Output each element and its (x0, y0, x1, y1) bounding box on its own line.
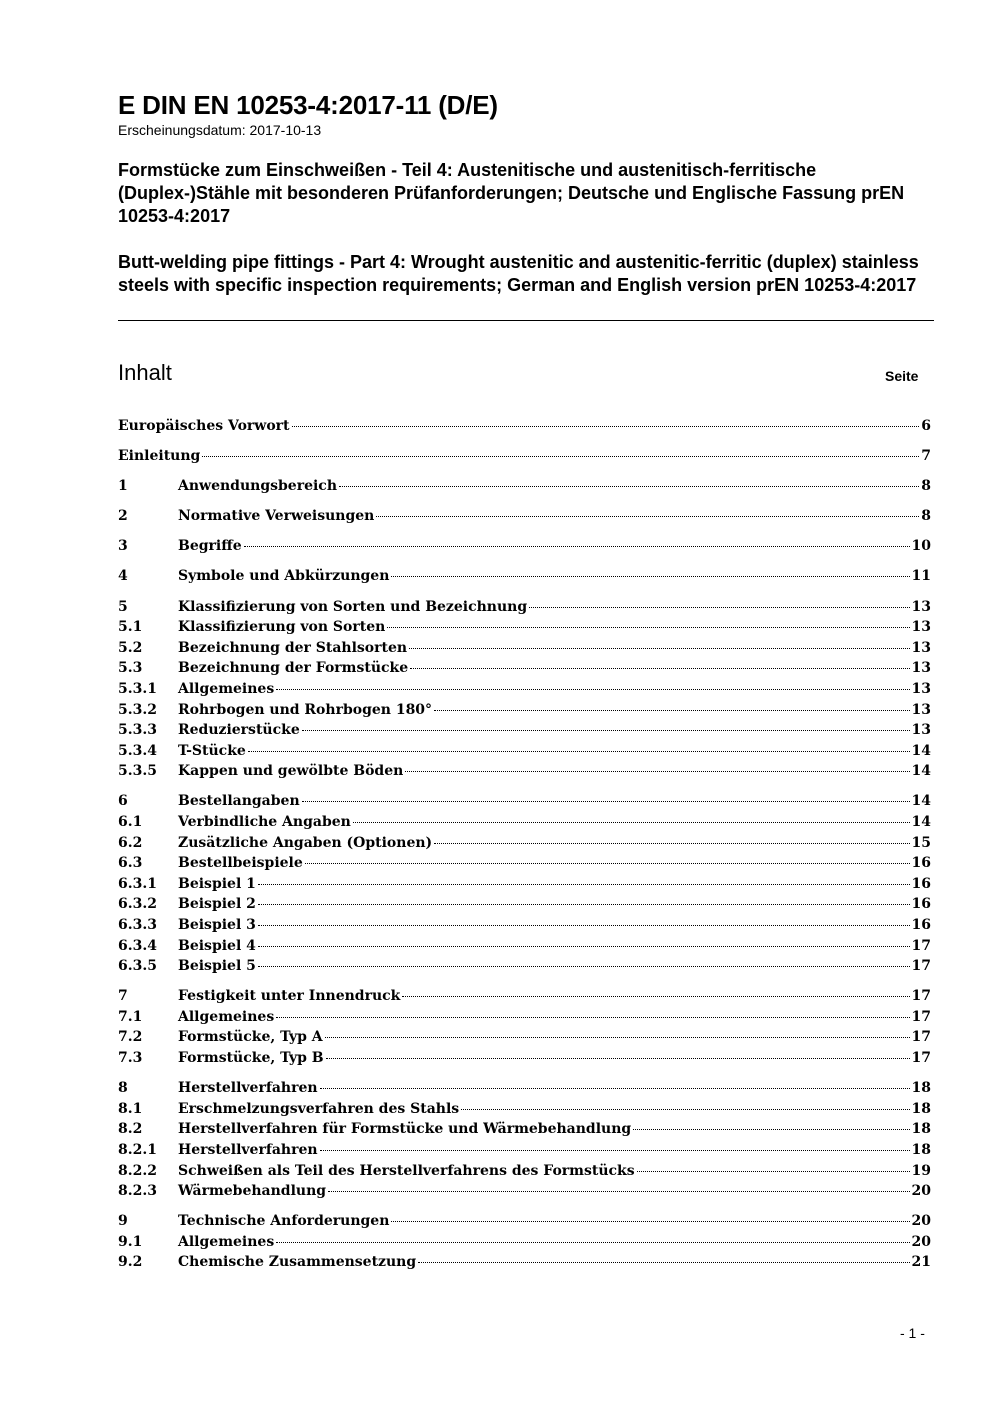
toc-entry-number: 7 (118, 988, 128, 1005)
toc-entry-page: 15 (911, 834, 931, 851)
toc-entry-title: Begriffe (178, 538, 242, 555)
toc-entry-page: 20 (911, 1233, 931, 1250)
toc-dot-leader (418, 1262, 909, 1263)
toc-entry-number: 5.2 (118, 639, 143, 656)
toc-dot-leader (258, 946, 910, 947)
toc-dot-leader (387, 627, 909, 628)
toc-entry-title: Allgemeines (178, 680, 275, 697)
toc-entry-page: 7 (921, 448, 931, 465)
toc-dot-leader (305, 863, 910, 864)
toc-entry-page: 11 (911, 568, 931, 585)
page-number: - 1 - (900, 1325, 925, 1341)
toc-entry-number: 5.3.5 (118, 763, 157, 780)
toc-entry-page: 13 (911, 660, 931, 677)
toc-entry-number: 6.3.1 (118, 875, 157, 892)
toc-entry[interactable] (118, 416, 931, 437)
toc-entry-page: 18 (911, 1141, 931, 1158)
toc-entry[interactable] (118, 853, 931, 874)
toc-entry-page: 13 (911, 619, 931, 636)
toc-entry-title: Schweißen als Teil des Herstellverfahrens des Formstücks (178, 1162, 635, 1179)
toc-entry-number: 5 (118, 598, 128, 615)
title-german: Formstücke zum Einschweißen - Teil 4: Austenitische und austenitisch-ferritische (Duplex-)Stähle mit besonderen Prüfanforderungen; Deutsche und Englische Fassung prEN 10253-4:2017 (118, 160, 905, 226)
toc-entry-page: 20 (911, 1213, 931, 1230)
title-english: Butt-welding pipe fittings - Part 4: Wrought austenitic and austenitic-ferritic (duplex) stainless steels with specific inspection requirements; German and English version prEN 10253-4:2017 (118, 252, 919, 295)
toc-entry[interactable] (118, 812, 931, 833)
toc-entry-number: 6.3.4 (118, 937, 157, 954)
toc-entry[interactable] (118, 1211, 931, 1232)
toc-entry-number: 6.3 (118, 855, 143, 872)
toc-entry-title: Bezeichnung der Stahlsorten (178, 639, 408, 656)
toc-entry-title: Kappen und gewölbte Böden (178, 763, 404, 780)
document-id: E DIN EN 10253-4:2017-11 (D/E) (118, 90, 498, 120)
toc-entry[interactable] (118, 679, 931, 700)
toc-entry-number: 5.3.3 (118, 722, 157, 739)
toc-entry[interactable] (118, 1161, 931, 1182)
toc-dot-leader (461, 1109, 909, 1110)
toc-dot-leader (276, 1017, 909, 1018)
toc-entry-page: 14 (911, 763, 931, 780)
toc-entry-number: 8.2.2 (118, 1162, 157, 1179)
toc-entry-page: 10 (911, 538, 931, 555)
toc-entry-number: 5.3.1 (118, 680, 157, 697)
toc-entry-page: 16 (911, 855, 931, 872)
toc-dot-leader (402, 996, 909, 997)
toc-entry[interactable] (118, 956, 931, 977)
toc-entry-page: 6 (921, 418, 931, 434)
toc-page-column-label: Seite (885, 368, 919, 384)
toc-entry-title: Festigkeit unter Innendruck (178, 988, 401, 1005)
toc-entry[interactable] (118, 761, 931, 782)
toc-entry-title: Klassifizierung von Sorten (178, 619, 386, 636)
toc-entry-title: Klassifizierung von Sorten und Bezeichnung (178, 598, 528, 615)
toc-dot-leader (258, 925, 910, 926)
toc-entry[interactable] (118, 1232, 931, 1253)
toc-entry-title: Symbole und Abkürzungen (178, 568, 390, 585)
toc-entry-page: 14 (911, 793, 931, 810)
toc-entry-page: 13 (911, 701, 931, 718)
toc-entry-title: Europäisches Vorwort (118, 418, 290, 434)
toc-dot-leader (325, 1037, 910, 1038)
toc-entry-page: 8 (921, 478, 931, 495)
toc-entry[interactable] (118, 1048, 931, 1069)
toc-dot-leader (434, 710, 909, 711)
toc-entry-number: 6.3.3 (118, 916, 157, 933)
toc-entry[interactable] (118, 1099, 931, 1120)
toc-entry[interactable] (118, 986, 931, 1007)
toc-dot-leader (391, 1221, 909, 1222)
toc-entry-number: 6.3.2 (118, 896, 157, 913)
toc-entry-title: Einleitung (118, 448, 201, 465)
toc-dot-leader (258, 966, 910, 967)
table-of-contents (118, 416, 931, 1273)
toc-entry-title: Herstellverfahren für Formstücke und Wärmebehandlung (178, 1121, 632, 1138)
toc-entry[interactable] (118, 1027, 931, 1048)
toc-entry-page: 17 (911, 958, 931, 975)
toc-entry-title: Technische Anforderungen (178, 1213, 390, 1230)
toc-entry-page: 20 (911, 1183, 931, 1200)
toc-dot-leader (353, 822, 910, 823)
toc-entry[interactable] (118, 617, 931, 638)
toc-entry[interactable] (118, 700, 931, 721)
toc-dot-leader (405, 771, 909, 772)
toc-entry[interactable] (118, 638, 931, 659)
toc-entry[interactable] (118, 936, 931, 957)
toc-dot-leader (376, 516, 919, 517)
toc-entry-number: 9 (118, 1213, 128, 1230)
toc-dot-leader (276, 1242, 909, 1243)
toc-entry[interactable] (118, 446, 931, 467)
toc-dot-leader (258, 904, 910, 905)
toc-entry[interactable] (118, 791, 931, 812)
toc-entry-number: 6.3.5 (118, 958, 157, 975)
toc-entry-number: 4 (118, 568, 128, 585)
toc-entry-title: Verbindliche Angaben (178, 814, 351, 830)
toc-entry-number: 8.2.3 (118, 1183, 157, 1200)
toc-entry-page: 14 (911, 742, 931, 759)
toc-entry-title: Bestellbeispiele (178, 855, 303, 872)
toc-entry-title: T-Stücke (178, 742, 246, 759)
toc-entry-number: 3 (118, 538, 128, 555)
toc-heading: Inhalt (118, 360, 172, 385)
toc-dot-leader (244, 546, 910, 547)
toc-entry[interactable] (118, 894, 931, 915)
toc-entry-title: Beispiel 1 (178, 875, 256, 892)
toc-dot-leader (409, 648, 909, 649)
toc-entry-number: 8.2 (118, 1121, 143, 1138)
toc-entry-page: 18 (911, 1100, 931, 1117)
toc-dot-leader (320, 1088, 910, 1089)
publication-date: Erscheinungsdatum: 2017-10-13 (118, 122, 322, 138)
toc-entry-number: 7.2 (118, 1029, 143, 1046)
toc-entry-title: Bezeichnung der Formstücke (178, 660, 409, 677)
toc-entry-title: Formstücke, Typ A (178, 1029, 323, 1046)
toc-entry-number: 5.1 (118, 619, 143, 636)
toc-entry[interactable] (118, 1119, 931, 1140)
toc-dot-leader (302, 730, 910, 731)
toc-entry-title: Herstellverfahren (178, 1141, 318, 1158)
toc-dot-leader (276, 689, 909, 690)
toc-entry-number: 5.3.4 (118, 742, 157, 759)
toc-entry-page: 13 (911, 722, 931, 739)
toc-entry-number: 8.1 (118, 1100, 143, 1117)
toc-entry-page: 16 (911, 916, 931, 933)
toc-entry-number: 2 (118, 508, 128, 525)
toc-entry-page: 14 (911, 814, 931, 830)
toc-entry-number: 8.2.1 (118, 1141, 157, 1158)
toc-entry[interactable] (118, 476, 931, 497)
toc-entry-page: 17 (911, 1029, 931, 1046)
toc-entry[interactable] (118, 720, 931, 741)
toc-entry-title: Beispiel 3 (178, 916, 256, 933)
toc-entry-title: Zusätzliche Angaben (Optionen) (178, 834, 433, 851)
toc-dot-leader (248, 751, 910, 752)
toc-entry-number: 5.3 (118, 660, 143, 677)
toc-entry-page: 19 (911, 1162, 931, 1179)
toc-entry[interactable] (118, 833, 931, 854)
toc-entry-page: 8 (921, 508, 931, 525)
toc-entry-page: 16 (911, 875, 931, 892)
toc-entry-number: 8 (118, 1080, 128, 1097)
toc-entry[interactable] (118, 536, 931, 557)
toc-entry-title: Allgemeines (178, 1233, 275, 1250)
toc-entry[interactable] (118, 874, 931, 895)
toc-entry-title: Wärmebehandlung (178, 1183, 327, 1200)
toc-entry-number: 6 (118, 793, 128, 810)
toc-dot-leader (320, 1150, 910, 1151)
toc-entry-number: 6.2 (118, 834, 143, 851)
toc-entry[interactable] (118, 597, 931, 618)
toc-dot-leader (258, 884, 910, 885)
toc-entry-number: 1 (118, 478, 128, 495)
toc-dot-leader (391, 576, 909, 577)
toc-dot-leader (292, 426, 920, 427)
toc-entry-title: Herstellverfahren (178, 1080, 318, 1097)
toc-entry[interactable] (118, 1140, 931, 1161)
toc-entry[interactable] (118, 741, 931, 762)
toc-entry-title: Reduzierstücke (178, 722, 300, 739)
toc-entry-page: 13 (911, 639, 931, 656)
toc-entry[interactable] (118, 1007, 931, 1028)
toc-entry[interactable] (118, 1181, 931, 1202)
toc-entry[interactable] (118, 658, 931, 679)
toc-dot-leader (326, 1058, 910, 1059)
toc-entry[interactable] (118, 915, 931, 936)
toc-dot-leader (633, 1129, 909, 1130)
toc-dot-leader (202, 456, 919, 457)
toc-entry-title: Erschmelzungsverfahren des Stahls (178, 1100, 460, 1117)
toc-entry-title: Bestellangaben (178, 793, 300, 810)
toc-entry-number: 9.1 (118, 1233, 143, 1250)
toc-entry-page: 17 (911, 937, 931, 954)
toc-entry-page: 13 (911, 598, 931, 615)
toc-entry-title: Rohrbogen und Rohrbogen 180° (178, 701, 433, 718)
toc-entry-number: 7.1 (118, 1008, 143, 1025)
toc-entry-number: 6.1 (118, 814, 143, 830)
toc-entry-page: 16 (911, 896, 931, 913)
toc-dot-leader (410, 668, 909, 669)
toc-entry-title: Chemische Zusammensetzung (178, 1254, 417, 1271)
toc-entry-page: 18 (911, 1121, 931, 1138)
toc-entry-page: 17 (911, 988, 931, 1005)
toc-dot-leader (434, 843, 909, 844)
toc-entry[interactable] (118, 1078, 931, 1099)
toc-entry[interactable] (118, 1252, 931, 1273)
toc-entry-title: Beispiel 2 (178, 896, 256, 913)
toc-entry[interactable] (118, 566, 931, 587)
toc-dot-leader (637, 1171, 910, 1172)
toc-entry-number: 5.3.2 (118, 701, 157, 718)
toc-entry-page: 17 (911, 1050, 931, 1067)
toc-entry[interactable] (118, 506, 931, 527)
toc-dot-leader (339, 486, 919, 487)
toc-entry-number: 9.2 (118, 1254, 143, 1271)
toc-entry-number: 7.3 (118, 1050, 143, 1067)
toc-entry-title: Normative Verweisungen (178, 508, 375, 525)
toc-entry-page: 17 (911, 1008, 931, 1025)
toc-dot-leader (302, 801, 910, 802)
toc-dot-leader (529, 607, 909, 608)
toc-entry-title: Formstücke, Typ B (178, 1050, 324, 1067)
toc-entry-page: 21 (911, 1254, 931, 1271)
toc-entry-page: 18 (911, 1080, 931, 1097)
toc-dot-leader (328, 1191, 909, 1192)
toc-entry-title: Beispiel 5 (178, 958, 256, 975)
toc-entry-title: Allgemeines (178, 1008, 275, 1025)
toc-entry-title: Anwendungsbereich (178, 478, 337, 495)
header-divider (118, 320, 934, 321)
toc-entry-page: 13 (911, 680, 931, 697)
toc-entry-title: Beispiel 4 (178, 937, 256, 954)
